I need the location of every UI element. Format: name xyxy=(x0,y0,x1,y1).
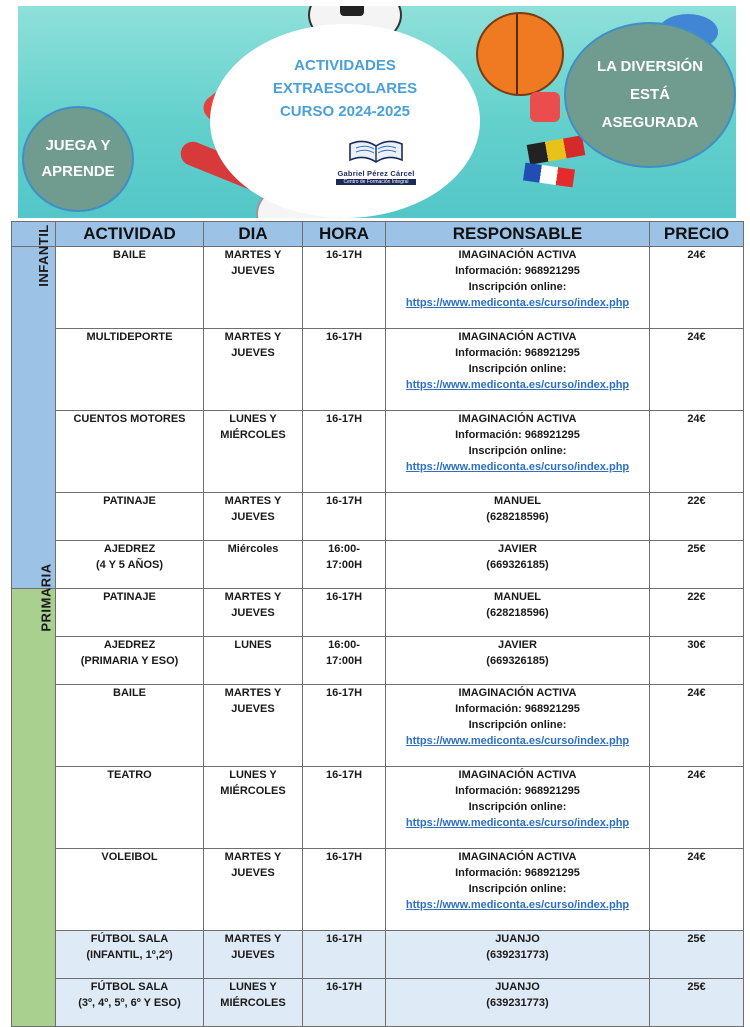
precio-cell-value: 22€ xyxy=(687,591,706,603)
hora-cell-line: 16-17H xyxy=(325,769,363,781)
hora-cell-line: 16:00- xyxy=(328,543,360,555)
actividad-cell-line: (3º, 4º, 5º, 6º Y ESO) xyxy=(78,997,181,1009)
responsable-cell-line: Inscripción online: xyxy=(468,281,567,293)
responsable-cell-line: MANUEL xyxy=(493,591,542,603)
dia-cell-line: JUEVES xyxy=(231,347,275,359)
slogan-line: LA DIVERSIÓN xyxy=(596,58,704,75)
registration-link[interactable]: https://www.mediconta.es/curso/index.php xyxy=(405,379,630,391)
precio-cell-value: 24€ xyxy=(687,769,706,781)
precio-cell xyxy=(650,637,744,685)
actividad-cell xyxy=(56,329,204,411)
actividad-cell-line: MULTIDEPORTE xyxy=(86,331,173,343)
hora-cell-line: 16-17H xyxy=(325,413,363,425)
responsable-cell-line: (639231773) xyxy=(486,949,549,961)
actividad-cell xyxy=(56,589,204,637)
open-book-icon xyxy=(346,136,406,164)
actividad-cell-line: AJEDREZ xyxy=(103,543,156,555)
responsable-cell-line: Inscripción online: xyxy=(468,801,567,813)
responsable-cell-line: IMAGINACIÓN ACTIVA xyxy=(458,769,577,781)
responsable-cell-line: (669326185) xyxy=(486,559,549,571)
dia-cell xyxy=(204,589,303,637)
slogan-line: JUEGA Y xyxy=(45,137,111,154)
table-header-row xyxy=(12,222,744,247)
hora-cell xyxy=(303,767,386,849)
dia-cell-line: JUEVES xyxy=(231,867,275,879)
actividad-cell-line: TEATRO xyxy=(107,769,152,781)
hora-cell xyxy=(303,979,386,1027)
precio-cell xyxy=(650,541,744,589)
dia-cell-line: JUEVES xyxy=(231,511,275,523)
actividad-cell xyxy=(56,247,204,329)
dia-cell-line: MIÉRCOLES xyxy=(220,785,286,797)
table-row xyxy=(12,493,744,541)
responsable-cell-line: IMAGINACIÓN ACTIVA xyxy=(458,249,577,261)
table-row xyxy=(12,685,744,767)
responsable-cell-line: Información: 968921295 xyxy=(455,265,580,277)
responsable-cell-line: (628218596) xyxy=(486,607,549,619)
column-header-actividad: ACTIVIDAD xyxy=(56,222,204,247)
hora-cell-line: 16-17H xyxy=(325,331,363,343)
dia-cell-line: LUNES Y xyxy=(229,981,277,993)
table-row xyxy=(12,931,744,979)
responsable-cell-line: Inscripción online: xyxy=(468,719,567,731)
dia-cell-line: JUEVES xyxy=(231,703,275,715)
column-header-dia: DIA xyxy=(204,222,303,247)
responsable-cell xyxy=(386,685,650,767)
dia-cell xyxy=(204,637,303,685)
responsable-cell xyxy=(386,849,650,931)
actividad-cell-line: VOLEIBOL xyxy=(101,851,158,863)
group-label-cell xyxy=(12,563,56,1027)
precio-cell xyxy=(650,849,744,931)
hora-cell xyxy=(303,685,386,767)
precio-cell-value: 24€ xyxy=(687,851,706,863)
hora-cell-line: 16-17H xyxy=(325,591,363,603)
hora-cell-line: 16-17H xyxy=(325,933,363,945)
dia-cell xyxy=(204,411,303,493)
actividad-cell xyxy=(56,979,204,1027)
hora-cell xyxy=(303,493,386,541)
column-header-precio: PRECIO xyxy=(650,222,744,247)
dia-cell xyxy=(204,685,303,767)
responsable-cell-line: JAVIER xyxy=(498,639,537,651)
responsable-cell-line: Inscripción online: xyxy=(468,445,567,457)
responsable-cell xyxy=(386,541,650,589)
dia-cell-line: JUEVES xyxy=(231,949,275,961)
dia-cell-line: Miércoles xyxy=(227,543,279,555)
precio-cell-value: 24€ xyxy=(687,331,706,343)
precio-cell xyxy=(650,979,744,1027)
actividad-cell xyxy=(56,849,204,931)
responsable-cell xyxy=(386,589,650,637)
flag-icon xyxy=(523,163,575,188)
slogan-line: ASEGURADA xyxy=(601,114,699,131)
responsable-cell-line: JAVIER xyxy=(498,543,537,555)
basketball-icon xyxy=(476,12,564,96)
hora-cell-line: 16-17H xyxy=(325,981,363,993)
dia-cell-line: MIÉRCOLES xyxy=(220,997,286,1009)
responsable-cell xyxy=(386,411,650,493)
actividad-cell-line: PATINAJE xyxy=(103,591,156,603)
actividad-cell xyxy=(56,685,204,767)
table-row xyxy=(12,541,744,589)
precio-cell-value: 22€ xyxy=(687,495,706,507)
actividad-cell-line: FÚTBOL SALA xyxy=(90,933,169,945)
precio-cell xyxy=(650,931,744,979)
registration-link[interactable]: https://www.mediconta.es/curso/index.php xyxy=(405,461,630,473)
dia-cell xyxy=(204,767,303,849)
table-row xyxy=(12,849,744,931)
actividad-cell xyxy=(56,637,204,685)
hora-cell-line: 16-17H xyxy=(325,249,363,261)
responsable-cell-line: Información: 968921295 xyxy=(455,867,580,879)
dia-cell-line: MARTES Y xyxy=(224,331,282,343)
dia-cell-line: MIÉRCOLES xyxy=(220,429,286,441)
precio-cell-value: 30€ xyxy=(687,639,706,651)
hora-cell xyxy=(303,589,386,637)
responsable-cell-line: MANUEL xyxy=(493,495,542,507)
responsable-cell xyxy=(386,767,650,849)
dia-cell xyxy=(204,493,303,541)
dia-cell xyxy=(204,329,303,411)
dia-cell-line: LUNES Y xyxy=(229,769,277,781)
dia-cell-line: LUNES xyxy=(234,639,272,651)
precio-cell xyxy=(650,589,744,637)
dia-cell-line: MARTES Y xyxy=(224,851,282,863)
hora-cell-line: 16:00- xyxy=(328,639,360,651)
school-logo xyxy=(330,136,422,190)
responsable-cell-line: JUANJO xyxy=(495,933,540,945)
responsable-cell xyxy=(386,493,650,541)
actividad-cell-line: (PRIMARIA Y ESO) xyxy=(80,655,179,667)
precio-cell xyxy=(650,247,744,329)
responsable-cell-line: Información: 968921295 xyxy=(455,429,580,441)
responsable-cell-line: IMAGINACIÓN ACTIVA xyxy=(458,413,577,425)
flag-icon xyxy=(527,135,586,164)
actividad-cell-line: (INFANTIL, 1º,2º) xyxy=(86,949,173,961)
actividad-cell-line: BAILE xyxy=(113,249,146,261)
actividad-cell xyxy=(56,493,204,541)
table-row xyxy=(12,637,744,685)
hora-cell xyxy=(303,849,386,931)
title-line: ACTIVIDADES xyxy=(294,57,396,74)
responsable-cell xyxy=(386,637,650,685)
actividad-cell-line: BAILE xyxy=(113,687,146,699)
hora-cell xyxy=(303,411,386,493)
dia-cell-line: LUNES Y xyxy=(229,413,277,425)
actividad-cell-line: CUENTOS MOTORES xyxy=(73,413,186,425)
title-line: EXTRAESCOLARES xyxy=(272,80,418,97)
precio-cell-value: 24€ xyxy=(687,687,706,699)
actividad-cell xyxy=(56,411,204,493)
responsable-cell xyxy=(386,247,650,329)
registration-link[interactable]: https://www.mediconta.es/curso/index.php xyxy=(405,735,630,747)
hora-cell xyxy=(303,637,386,685)
hora-cell xyxy=(303,931,386,979)
logo-name: Gabriel Pérez Cárcel xyxy=(337,169,415,178)
responsable-cell-line: (628218596) xyxy=(486,511,549,523)
table-row xyxy=(12,979,744,1027)
dia-cell xyxy=(204,849,303,931)
actividad-cell-line: (4 Y 5 AÑOS) xyxy=(95,559,164,571)
table-row xyxy=(12,589,744,637)
robot-toy-icon xyxy=(530,92,560,122)
responsable-cell-line: IMAGINACIÓN ACTIVA xyxy=(458,851,577,863)
responsable-cell xyxy=(386,329,650,411)
group-label-cell xyxy=(12,224,56,589)
actividad-cell-line: PATINAJE xyxy=(103,495,156,507)
precio-cell-value: 24€ xyxy=(687,413,706,425)
responsable-cell-line: IMAGINACIÓN ACTIVA xyxy=(458,687,577,699)
column-header-hora: HORA xyxy=(303,222,386,247)
hora-cell-line: 16-17H xyxy=(325,851,363,863)
dia-cell-line: MARTES Y xyxy=(224,687,282,699)
left-slogan-bubble xyxy=(22,106,134,212)
logo-subtitle: Centro de Formación Integral xyxy=(336,179,416,185)
precio-cell-value: 25€ xyxy=(687,933,706,945)
precio-cell-value: 25€ xyxy=(687,981,706,993)
dia-cell-line: JUEVES xyxy=(231,607,275,619)
slogan-line: APRENDE xyxy=(41,163,115,180)
precio-cell xyxy=(650,767,744,849)
responsable-cell-line: Información: 968921295 xyxy=(455,703,580,715)
dia-cell-line: MARTES Y xyxy=(224,249,282,261)
activities-table xyxy=(11,221,744,1027)
responsable-cell-line: IMAGINACIÓN ACTIVA xyxy=(458,331,577,343)
responsable-cell-line: (639231773) xyxy=(486,997,549,1009)
slogan-line: ESTÁ xyxy=(629,86,670,103)
responsable-cell-line: Inscripción online: xyxy=(468,883,567,895)
dia-cell-line: JUEVES xyxy=(231,265,275,277)
responsable-cell xyxy=(386,979,650,1027)
table-row xyxy=(12,329,744,411)
dia-cell-line: MARTES Y xyxy=(224,933,282,945)
hora-cell xyxy=(303,541,386,589)
table-row xyxy=(12,767,744,849)
table-row xyxy=(12,411,744,493)
page-title xyxy=(210,54,480,123)
table-row xyxy=(12,247,744,329)
dia-cell xyxy=(204,931,303,979)
group-label: INFANTIL xyxy=(35,224,51,287)
actividad-cell-line: AJEDREZ xyxy=(103,639,156,651)
hora-cell xyxy=(303,329,386,411)
precio-cell xyxy=(650,329,744,411)
column-header-responsable: RESPONSABLE xyxy=(386,222,650,247)
precio-cell xyxy=(650,685,744,767)
precio-cell-value: 25€ xyxy=(687,543,706,555)
responsable-cell xyxy=(386,931,650,979)
responsable-cell-line: (669326185) xyxy=(486,655,549,667)
hora-cell-line: 16-17H xyxy=(325,687,363,699)
registration-link[interactable]: https://www.mediconta.es/curso/index.php xyxy=(405,817,630,829)
actividad-cell-line: FÚTBOL SALA xyxy=(90,981,169,993)
registration-link[interactable]: https://www.mediconta.es/curso/index.php xyxy=(405,899,630,911)
hora-cell-line: 17:00H xyxy=(325,655,363,667)
actividad-cell xyxy=(56,541,204,589)
dia-cell-line: MARTES Y xyxy=(224,591,282,603)
precio-cell xyxy=(650,411,744,493)
responsable-cell-line: Información: 968921295 xyxy=(455,785,580,797)
precio-cell xyxy=(650,493,744,541)
group-label: PRIMARIA xyxy=(38,563,54,632)
hora-cell-line: 16-17H xyxy=(325,495,363,507)
hora-cell-line: 17:00H xyxy=(325,559,363,571)
responsable-cell-line: JUANJO xyxy=(495,981,540,993)
dia-cell xyxy=(204,979,303,1027)
right-slogan-bubble xyxy=(564,22,736,168)
title-line: CURSO 2024-2025 xyxy=(279,103,411,120)
registration-link[interactable]: https://www.mediconta.es/curso/index.php xyxy=(405,297,630,309)
dia-cell xyxy=(204,247,303,329)
precio-cell-value: 24€ xyxy=(687,249,706,261)
actividad-cell xyxy=(56,931,204,979)
hora-cell xyxy=(303,247,386,329)
dia-cell xyxy=(204,541,303,589)
actividad-cell xyxy=(56,767,204,849)
responsable-cell-line: Inscripción online: xyxy=(468,363,567,375)
dia-cell-line: MARTES Y xyxy=(224,495,282,507)
responsable-cell-line: Información: 968921295 xyxy=(455,347,580,359)
